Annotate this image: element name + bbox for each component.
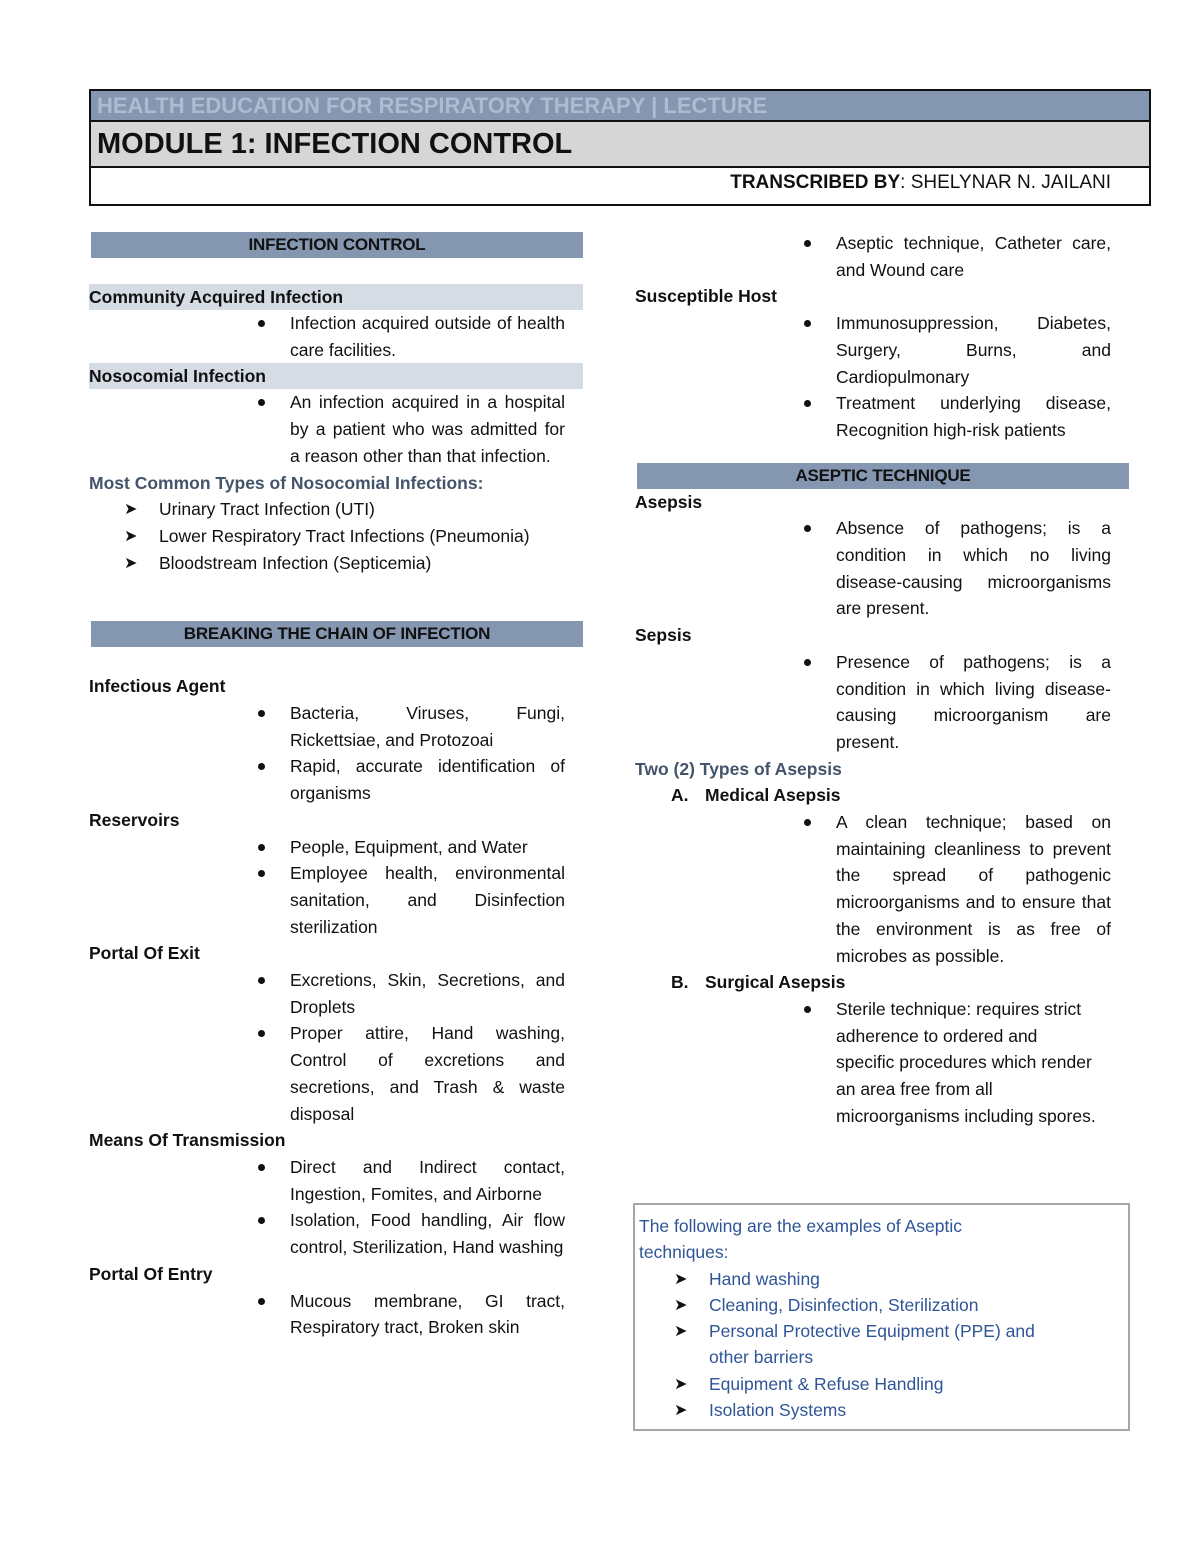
list-item: Rapid, accurate identification of organisms [290,753,565,806]
list-item: Treatment underlying disease, Recognition high-risk patients [836,390,1111,443]
list-item: Mucous membrane, GI tract, Respiratory tract, Broken skin [290,1288,565,1341]
portal-exit-bullets [89,967,583,1127]
list-item: ➤ Cleaning, Disinfection, Sterilization [709,1292,1128,1318]
list-item: Sterile technique: requires strict adherence to ordered and specific procedures which render an area free from all microorganisms including spores. [836,996,1099,1130]
continued-bullets [635,230,1129,283]
list-item: ➤ Bloodstream Infection (Septicemia) [159,550,583,577]
module-title: MODULE 1: INFECTION CONTROL [89,122,1151,168]
reservoirs-bullets [89,834,583,941]
heading-means-transmission: Means Of Transmission [89,1130,286,1151]
list-item: Aseptic technique, Catheter care, and Wound care [836,230,1111,283]
list-item: Presence of pathogens; is a condition in which living disease-causing microorganism are present. [836,649,1111,756]
heading-types-asepsis: Two (2) Types of Asepsis [635,758,842,779]
transcriber-name: : SHELYNAR N. JAILANI [900,172,1111,193]
section-banner-infection-control: INFECTION CONTROL [91,232,583,258]
medical-title: Medical Asepsis [705,785,841,806]
list-item: Bacteria, Viruses, Fungi, Rickettsiae, and Protozoai [290,700,565,753]
transcribed-by-label: TRANSCRIBED BY [730,172,901,193]
heading-community-acquired: Community Acquired Infection [89,284,583,310]
list-item: Immunosuppression, Diabetes, Surgery, Burns, and Cardiopulmonary [836,310,1111,390]
list-item: Absence of pathogens; is a condition in which no living disease-causing microorganisms are present. [836,515,1111,622]
susceptible-bullets [635,310,1129,444]
portal-entry-bullets [89,1288,583,1341]
transcriber-line [89,168,1151,206]
left-column [89,226,583,1341]
course-title: HEALTH EDUCATION FOR RESPIRATORY THERAPY | LECTURE [89,89,1151,122]
heading-surgical-asepsis [635,969,1129,996]
list-item: Employee health, environmental sanitation, and Disinfection sterilization [290,860,565,940]
list-item: ➤ Lower Respiratory Tract Infections (Pneumonia) [159,523,583,550]
letter-b: B. [671,972,689,993]
sepsis-bullets [635,649,1129,756]
heading-reservoirs: Reservoirs [89,809,180,830]
nosocomial-bullets [89,389,583,469]
section-banner-chain: BREAKING THE CHAIN OF INFECTION [91,621,583,647]
heading-infectious-agent: Infectious Agent [89,676,226,697]
heading-portal-exit: Portal Of Exit [89,943,200,964]
section-banner-aseptic: ASEPTIC TECHNIQUE [637,463,1129,489]
list-item: ➤ Personal Protective Equipment (PPE) and other barriers [709,1318,1128,1371]
community-bullets [89,310,583,363]
heading-susceptible-host: Susceptible Host [635,286,777,307]
list-item: ➤ Urinary Tract Infection (UTI) [159,496,583,523]
surgical-title: Surgical Asepsis [705,972,846,993]
letter-a: A. [671,785,689,806]
infectious-agent-bullets [89,700,583,807]
heading-common-types: Most Common Types of Nosocomial Infections: [89,472,484,493]
list-item: An infection acquired in a hospital by a patient who was admitted for a reason other than that infection. [290,389,565,469]
list-item: Direct and Indirect contact, Ingestion, Fomites, and Airborne [290,1154,565,1207]
list-item: A clean technique; based on maintaining cleanliness to prevent the spread of pathogenic microorganisms and to ensure that the environment is as free of microbes as possible. [836,809,1111,969]
examples-box [633,1203,1130,1431]
list-item: ➤ Isolation Systems [709,1397,1128,1423]
list-item: ➤ Hand washing [709,1266,1128,1292]
examples-list [639,1266,1128,1424]
list-item: Isolation, Food handling, Air flow control, Sterilization, Hand washing [290,1207,565,1260]
right-column [635,230,1129,1130]
transmission-bullets [89,1154,583,1261]
common-types-list [89,496,583,576]
heading-medical-asepsis [635,782,1129,809]
list-item: People, Equipment, and Water [290,834,565,861]
medical-bullets [635,809,1129,969]
heading-nosocomial: Nosocomial Infection [89,363,583,389]
surgical-bullets [635,996,1129,1130]
heading-sepsis: Sepsis [635,625,692,646]
heading-portal-entry: Portal Of Entry [89,1263,213,1284]
heading-asepsis: Asepsis [635,491,703,512]
list-item: ➤ Equipment & Refuse Handling [709,1371,1128,1397]
list-item: Infection acquired outside of health care facilities. [290,310,565,363]
examples-intro: The following are the examples of Aseptic techniques: [639,1216,962,1263]
list-item: Proper attire, Hand washing, Control of excretions and secretions, and Trash & waste disposal [290,1020,565,1127]
asepsis-bullets [635,515,1129,622]
list-item: Excretions, Skin, Secretions, and Droplets [290,967,565,1020]
